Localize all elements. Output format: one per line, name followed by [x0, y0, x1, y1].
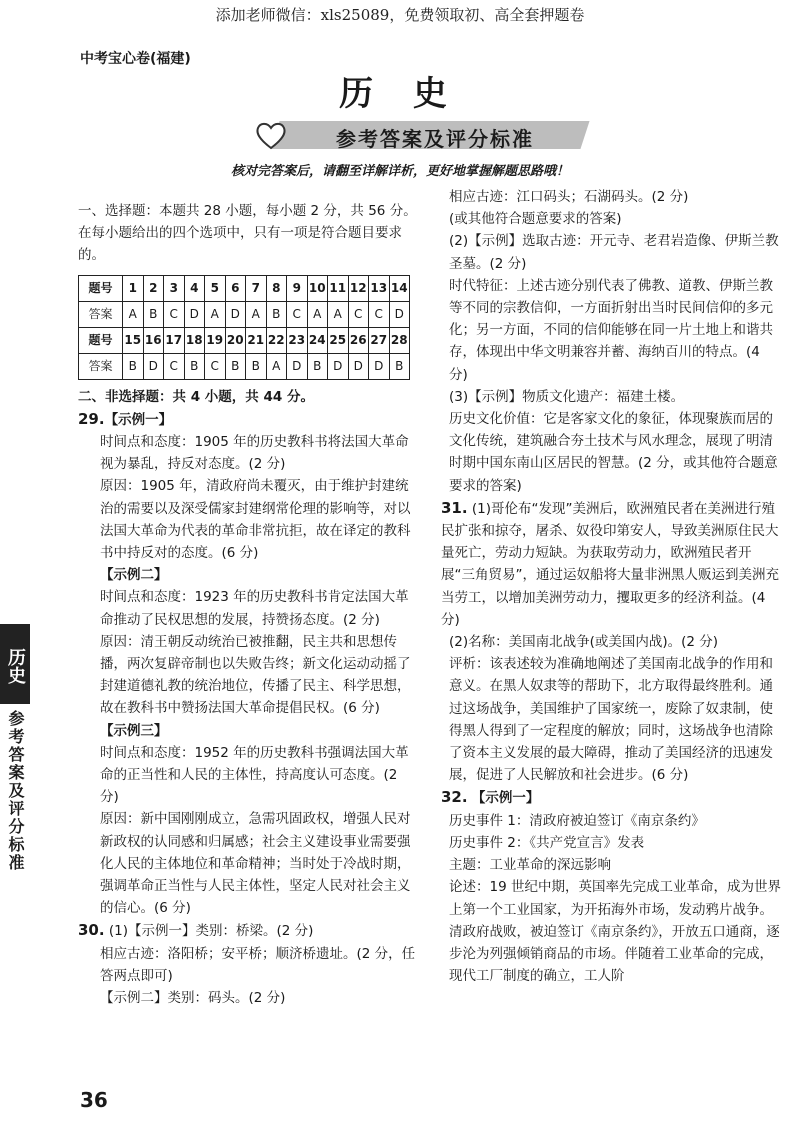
table-row: [79, 327, 410, 353]
page-number: 36: [80, 1088, 108, 1112]
question-number: 6: [225, 275, 246, 301]
answer-cell: B: [143, 301, 164, 327]
answer-paragraph: (1)【示例一】类别：桥梁。(2 分): [108, 923, 314, 940]
answer-cell: C: [287, 301, 308, 327]
answer-paragraph: 原因：新中国刚刚成立，急需巩固政权，增强人民对新政权的认同感和归属感；社会主义建设事业需要强化人民的主体地位和革命精神；当时处于冷战时期，强调革命正当性与人民主体性，坚定人民对社会主义的信心。(6 分): [100, 811, 411, 917]
series-title: 中考宝心卷(福建): [80, 51, 191, 67]
question-number: 24: [307, 327, 328, 353]
question-number: 8: [266, 275, 287, 301]
question-number: 16: [143, 327, 164, 353]
answer-cell: C: [369, 301, 390, 327]
left-column: [78, 200, 418, 1009]
answer-cell: A: [266, 353, 287, 379]
question-number: 23: [287, 327, 308, 353]
answer-cell: D: [287, 353, 308, 379]
answer-cell: B: [225, 353, 246, 379]
answer-cell: C: [348, 301, 369, 327]
answer-paragraph: 原因：清王朝反动统治已被推翻，民主共和思想传播，两次复辟帝制也以失败告终；新文化运动动摇了封建道德礼教的统治地位，传播了民主、科学思想，故在教科书中赞扬法国大革命提倡民权。(6 分): [100, 633, 411, 717]
answer-cell: D: [369, 353, 390, 379]
question-number: 11: [328, 275, 349, 301]
question-number: 2: [143, 275, 164, 301]
answer-paragraph: (1)哥伦布“发现”美洲后，欧洲殖民者在美洲进行殖民扩张和掠夺，屠杀、奴役印第安人，导致美洲原住民大量死亡，劳动力短缺。为获取劳动力，欧洲殖民者开展“三角贸易”，通过运奴船将大量非洲黑人贩运到美洲充当劳工，以增加美洲劳动力，攫取更多的经济利益。(4 分): [441, 500, 779, 628]
answer-paragraph: 时间点和态度：1905 年的历史教科书将法国大革命视为暴乱，持反对态度。(2 分): [100, 434, 409, 473]
question-number: 3: [164, 275, 185, 301]
answer-cell: D: [389, 301, 410, 327]
question-number: 27: [369, 327, 390, 353]
section1-intro: 一、选择题：本题共 28 小题，每小题 2 分，共 56 分。在每小题给出的四个选项中，只有一项是符合题目要求的。: [78, 203, 417, 264]
question-number: 19: [205, 327, 226, 353]
question-number: 13: [369, 275, 390, 301]
answer-paragraph: 历史文化价值：它是客家文化的象征，体现聚族而居的文化传统，建筑融合夯土技术与风水理念，展现了明清时期中国东南山区居民的智慧。(2 分，或其他符合题意要求的答案): [449, 411, 778, 494]
question-number: 5: [205, 275, 226, 301]
question-number-29: 29.: [78, 409, 105, 428]
answer-paragraph: (2)名称：美国南北战争(或美国内战)。(2 分): [449, 634, 719, 651]
question-number: 26: [348, 327, 369, 353]
answer-paragraph: (或其他符合题意要求的答案): [449, 211, 622, 228]
answer-cell: B: [307, 353, 328, 379]
answer-paragraph: 历史事件 1：清政府被迫签订《南京条约》: [449, 812, 705, 829]
question-number: 20: [225, 327, 246, 353]
answer-paragraph: 评析：该表述较为准确地阐述了美国南北战争的作用和意义。在黑人奴隶等的帮助下，北方取得最终胜利。通过这场战争，美国维护了国家统一，废除了奴隶制，使得黑人得到了一定程度的解放；同时，这场战争也清除了资本主义发展的最大障碍，推动了美国经济的迅速发展，促进了人民解放和社会进步。(6 分): [449, 656, 773, 784]
answer-paragraph: (3)【示例】物质文化遗产：福建土楼。: [449, 388, 685, 405]
answer-cell: D: [328, 353, 349, 379]
answer-cell: D: [348, 353, 369, 379]
table-row: [79, 353, 410, 379]
answer-paragraph: 时代特征：上述古迹分别代表了佛教、道教、伊斯兰教等不同的宗教信仰，一方面折射出当时民间信仰的多元化；另一方面，不同的信仰能够在同一片土地上和谐共存，体现出中华文明兼容并蓄、海纳百川的特点。(4 分): [449, 277, 773, 383]
section2-intro: 二、非选择题：共 4 小题，共 44 分。: [78, 388, 314, 405]
answer-cell: B: [123, 353, 144, 379]
question-number: 14: [389, 275, 410, 301]
answer-cell: B: [266, 301, 287, 327]
answer-cell: D: [184, 301, 205, 327]
table-row: [79, 275, 410, 301]
heart-icon: [255, 120, 287, 150]
question-number: 17: [164, 327, 185, 353]
question-number-32: 32.: [441, 788, 468, 807]
answer-paragraph: 历史事件 2：《共产党宣言》发表: [449, 834, 645, 851]
question-number: 12: [348, 275, 369, 301]
row-label: 答案: [79, 301, 123, 327]
answer-cell: C: [164, 353, 185, 379]
answer-paragraph: 时间点和态度：1923 年的历史教科书肯定法国大革命推动了民权思想的发展，持赞扬态度。(2 分): [100, 589, 409, 628]
answer-table: [78, 275, 410, 380]
answer-cell: D: [225, 301, 246, 327]
question-number: 10: [307, 275, 328, 301]
example-label: 【示例一】: [471, 790, 540, 807]
question-number: 7: [246, 275, 267, 301]
answer-cell: A: [307, 301, 328, 327]
answer-paragraph: 相应古迹：洛阳桥；安平桥；顺济桥遗址。(2 分，任答两点即可): [100, 945, 416, 984]
hint-text: 核对完答案后，请翻至详解详析，更好地掌握解题思路哦！: [230, 164, 569, 179]
question-number: 25: [328, 327, 349, 353]
side-tab-text: 参考答案及评分标准: [6, 710, 25, 872]
answer-paragraph: 相应古迹：江口码头；石湖码头。(2 分): [449, 189, 689, 205]
answer-paragraph: 原因：1905 年，清政府尚未覆灭，由于维护封建统治的需要以及深受儒家封建纲常伦理的影响等，对以法国大革命为代表的革命非常抗拒，故在译定的教科书中持反对的态度。(6 分): [100, 478, 411, 562]
answer-banner: [255, 118, 585, 152]
question-number: 15: [123, 327, 144, 353]
question-number: 22: [266, 327, 287, 353]
table-row: [79, 301, 410, 327]
question-number: 28: [389, 327, 410, 353]
side-tab: [0, 624, 36, 872]
question-number: 21: [246, 327, 267, 353]
question-number-31: 31.: [441, 498, 468, 517]
subject-title: 历 史: [339, 74, 461, 114]
question-number: 1: [123, 275, 144, 301]
answer-cell: A: [328, 301, 349, 327]
answer-cell: C: [205, 353, 226, 379]
right-column: [441, 186, 781, 987]
answer-title: 参考答案及评分标准: [336, 127, 534, 151]
answer-cell: B: [246, 353, 267, 379]
answer-cell: A: [205, 301, 226, 327]
answer-paragraph: 【示例二】类别：码头。(2 分): [100, 990, 286, 1007]
answer-cell: B: [389, 353, 410, 379]
answer-cell: A: [246, 301, 267, 327]
question-number: 4: [184, 275, 205, 301]
answer-paragraph: 时间点和态度：1952 年的历史教科书强调法国大革命的正当性和人民的主体性，持高度认可态度。(2 分): [100, 744, 409, 806]
example-label: 【示例一】: [104, 411, 173, 428]
row-label: 答案: [79, 353, 123, 379]
answer-cell: D: [143, 353, 164, 379]
top-banner: 添加老师微信：xls25089，免费领取初、高全套押题卷: [215, 6, 585, 24]
row-label: 题号: [79, 327, 123, 353]
question-number-30: 30.: [78, 921, 105, 940]
answer-paragraph: 主题：工业革命的深远影响: [449, 857, 611, 874]
example-label: 【示例三】: [100, 722, 168, 739]
side-tab-subject: 历史: [0, 624, 30, 704]
row-label: 题号: [79, 275, 123, 301]
answer-cell: A: [123, 301, 144, 327]
answer-paragraph: (2)【示例】选取古迹：开元寺、老君岩造像、伊斯兰教圣墓。(2 分): [449, 233, 779, 272]
answer-paragraph: 论述：19 世纪中期，英国率先完成工业革命，成为世界上第一个工业国家，为开拓海外市场，发动鸦片战争。清政府战败，被迫签订《南京条约》，开放五口通商，逐步沦为列强倾销商品的市场。伴随着工业革命的完成，现代工厂制度的确立，工人阶: [449, 879, 781, 985]
example-label: 【示例二】: [100, 567, 168, 584]
answer-cell: C: [164, 301, 185, 327]
question-number: 9: [287, 275, 308, 301]
question-number: 18: [184, 327, 205, 353]
answer-cell: B: [184, 353, 205, 379]
